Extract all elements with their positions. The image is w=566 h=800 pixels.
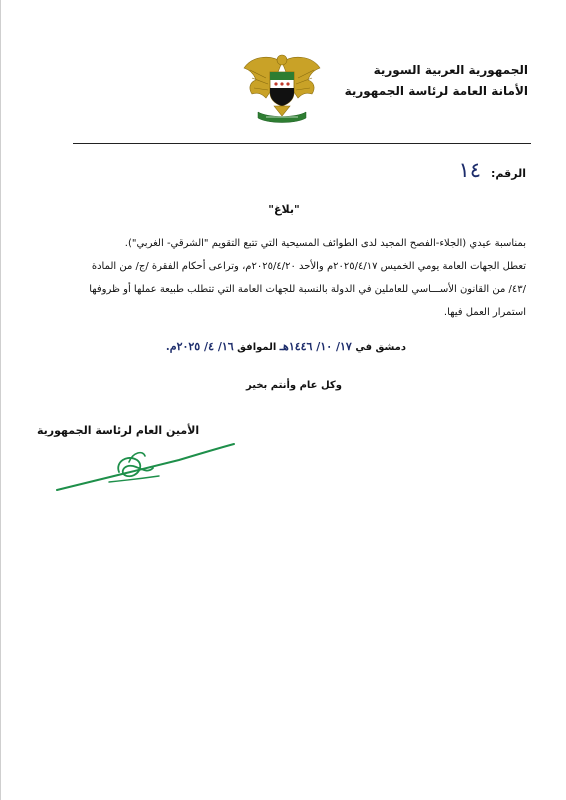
handwritten-signature-icon [49,432,239,502]
signer-title: الأمين العام لرئاسة الجمهورية [37,424,200,437]
syrian-eagle-emblem-icon [240,48,324,126]
header-divider [73,143,531,144]
body-line-occasion: بمناسبة عيدي (الجلاء-الفصح المجيد لدى الطوائف المسيحية التي تتبع التقويم "الشرقي- الغربي"). [124,238,526,249]
body-line-continuation: استمرار العمل فيها. [443,307,526,318]
reference-label: الرقم: [491,167,526,180]
date-prefix: دمشق في [355,342,406,353]
body-line-law: /٤٣/ من القانون الأســـاسي للعاملين في الدولة بالنسبة للجهات العامة التي تتطلب طبيعة عملها أو ظروفها [89,284,526,295]
republic-name: الجمهورية العربية السورية [373,63,528,77]
secretariat-name: الأمانة العامة لرئاسة الجمهورية [344,84,528,98]
letterhead [328,60,528,102]
announcement-title: "بلاغ" [268,203,300,216]
closing-greeting: وكل عام وأنتم بخير [246,380,342,391]
body-line-closure: تعطل الجهات العامة يومي الخميس ٢٠٢٥/٤/١٧م والأحد ٢٠٢٥/٤/٢٠م، وتراعى أحكام الفقرة /ج/ من المادة [91,261,526,272]
reference-number: ١٤ [458,158,482,182]
gregorian-date: ١٦/ ٤/ ٢٠٢٥م. [165,340,234,353]
date-middle: الموافق [237,342,277,353]
date-line [166,340,406,353]
reference-number-row [458,158,526,182]
announcement-body [40,235,526,321]
hijri-date: ١٧/ ١٠/ ١٤٤٦هـ [279,340,352,353]
